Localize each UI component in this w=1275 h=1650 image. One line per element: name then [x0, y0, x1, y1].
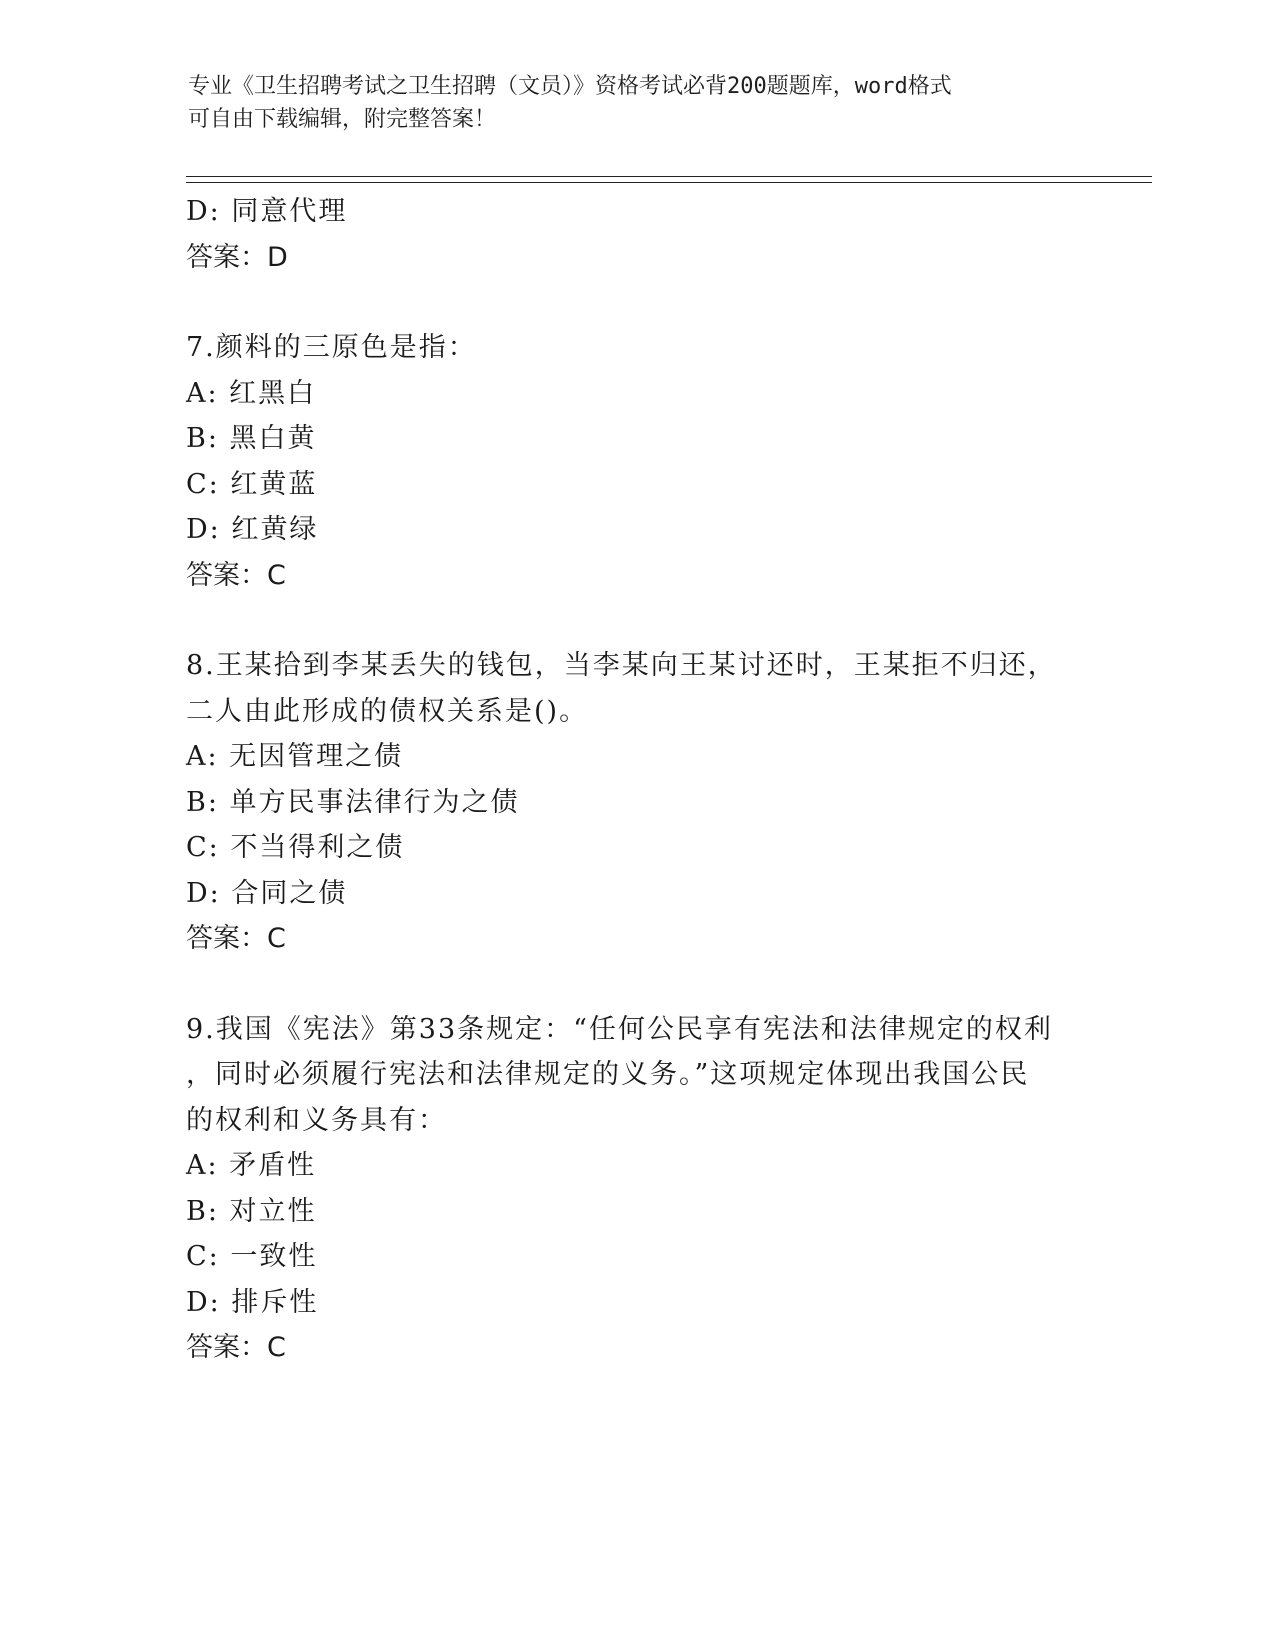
option-c: C: 不当得利之债	[186, 832, 405, 863]
answer: 答案：C	[186, 559, 286, 591]
prev-answer: 答案：D	[186, 241, 288, 273]
option-a: A: 无因管理之债	[186, 741, 404, 772]
document-header	[188, 70, 1088, 136]
header-line-2: 可自由下载编辑，附完整答案！	[188, 107, 497, 132]
option-d: D: 排斥性	[186, 1286, 319, 1318]
question-7	[186, 325, 1086, 598]
header-divider-top	[186, 176, 1152, 177]
spacer	[186, 962, 1086, 1007]
option-b: B: 单方民事法律行为之债	[186, 786, 520, 818]
question-list	[186, 189, 1086, 1371]
answer: 答案：C	[186, 923, 286, 954]
answer: 答案：C	[186, 1332, 286, 1363]
question-text-line-1: 8.王某拾到李某丢失的钱包，当李某向王某讨还时，王某拒不归还，	[186, 650, 1057, 681]
option-d: D: 合同之债	[186, 877, 348, 909]
prev-option-d: D: 同意代理	[186, 196, 348, 227]
option-a: A: 矛盾性	[186, 1150, 317, 1181]
question-text-line-2: 二人由此形成的债权关系是()。	[186, 695, 589, 727]
option-c: C: 红黄蓝	[186, 468, 318, 500]
question-text-line-2: ，同时必须履行宪法和法律规定的义务。”这项规定体现出我国公民	[186, 1059, 1030, 1090]
question-text-line-3: 的权利和义务具有：	[186, 1104, 447, 1136]
question-8	[186, 643, 1086, 962]
question-text: 7.颜料的三原色是指：	[186, 332, 477, 363]
question-9	[186, 1007, 1086, 1371]
option-b: B: 对立性	[186, 1195, 317, 1227]
question-text-line-1: 9.我国《宪法》第33条规定：“任何公民享有宪法和法律规定的权利	[186, 1013, 1053, 1045]
header-divider-bottom	[186, 182, 1152, 183]
option-b: B: 黑白黄	[186, 423, 317, 454]
option-d: D: 红黄绿	[186, 514, 319, 545]
option-c: C: 一致性	[186, 1241, 318, 1272]
spacer	[186, 598, 1086, 643]
option-a: A: 红黑白	[186, 377, 317, 409]
header-line-1: 专业《卫生招聘考试之卫生招聘（文员）》资格考试必背200题题库，word格式	[188, 74, 952, 99]
spacer	[186, 280, 1086, 325]
